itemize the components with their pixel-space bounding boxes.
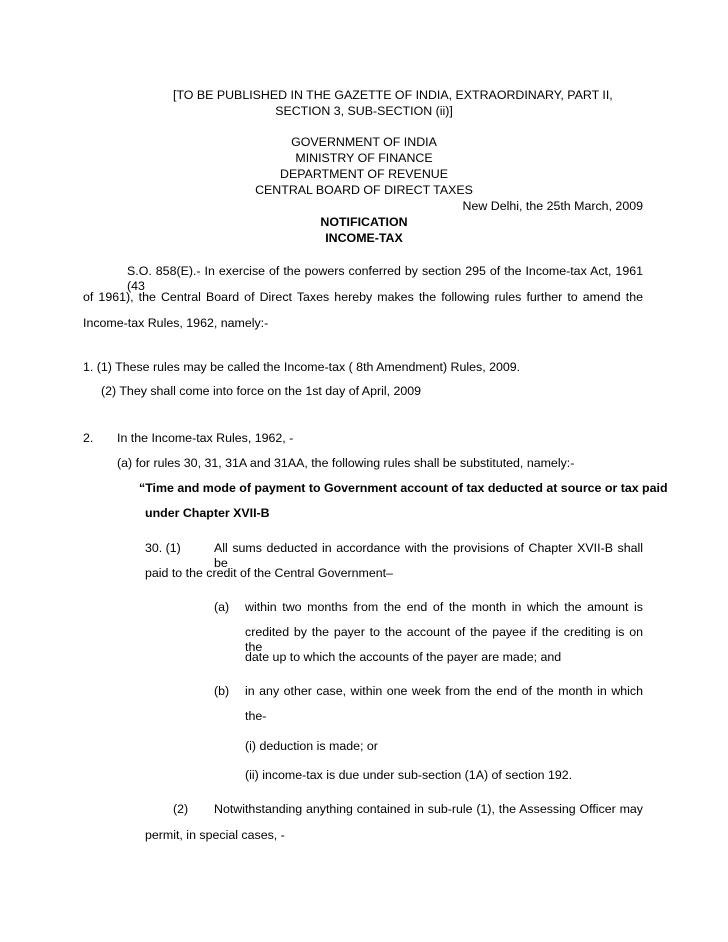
rule2-number: 2. [83, 431, 94, 445]
govt-heading: GOVERNMENT OF INDIA [291, 135, 437, 149]
clause-b-line-2: the- [245, 709, 267, 723]
ministry-heading: MINISTRY OF FINANCE [295, 151, 433, 165]
board-heading: CENTRAL BOARD OF DIRECT TAXES [255, 183, 473, 197]
subrule-2-line-2: permit, in special cases, - [145, 828, 285, 842]
rule1-sub1: 1. (1) These rules may be called the Income-tax ( 8th Amendment) Rules, 2009. [83, 360, 521, 374]
preamble-line-3: Income-tax Rules, 1962, namely:- [83, 316, 269, 330]
clause-b-item-i: (i) deduction is made; or [245, 739, 378, 753]
clause-b-item-ii: (ii) income-tax is due under sub-section (1A) of section 192. [245, 768, 573, 782]
gazette-line-1: [TO BE PUBLISHED IN THE GAZETTE OF INDIA, EXTRAORDINARY, PART II, [173, 88, 613, 102]
gazette-line-2: SECTION 3, SUB-SECTION (ii)] [275, 104, 453, 118]
clause-a-label: (a) [214, 600, 230, 614]
substituted-heading-line-2: under Chapter XVII-B [145, 506, 270, 520]
clause-b-label: (b) [214, 684, 230, 698]
place-date: New Delhi, the 25th March, 2009 [462, 199, 643, 213]
preamble-line-1: S.O. 858(E).- In exercise of the powers conferred by section 295 of the Income-tax Act, 1961 (43 [127, 264, 643, 293]
department-heading: DEPARTMENT OF REVENUE [280, 167, 448, 181]
clause-a-line-1: within two months from the end of the month in which the amount is [245, 600, 643, 614]
clause-b-line-1: in any other case, within one week from the end of the month in which [245, 684, 643, 698]
clause-a-line-2: credited by the payer to the account of the payee if the crediting is on the [245, 625, 643, 654]
clause-a-line-3: date up to which the accounts of the payer are made; and [245, 650, 562, 664]
rule30-number: 30. (1) [145, 541, 181, 555]
rule1-sub2: (2) They shall come into force on the 1st day of April, 2009 [101, 384, 422, 398]
rule2-intro: In the Income-tax Rules, 1962, - [117, 431, 294, 445]
subrule-2-line-1: Notwithstanding anything contained in sub-rule (1), the Assessing Officer may [214, 802, 643, 816]
substituted-heading-line-1: “Time and mode of payment to Government account of tax deducted at source or tax paid [139, 481, 668, 495]
rule2-clause-a: (a) for rules 30, 31, 31A and 31AA, the following rules shall be substituted, namely:- [117, 456, 575, 470]
subrule-2-label: (2) [173, 802, 189, 816]
rule30-line-2: paid to the credit of the Central Government– [145, 566, 393, 580]
subject-title: INCOME-TAX [325, 231, 403, 245]
preamble-line-2: of 1961), the Central Board of Direct Taxes hereby makes the following rules further to amend the [83, 290, 643, 304]
rule30-line-1: All sums deducted in accordance with the provisions of Chapter XVII-B shall be [214, 541, 643, 570]
notification-title: NOTIFICATION [320, 215, 408, 229]
